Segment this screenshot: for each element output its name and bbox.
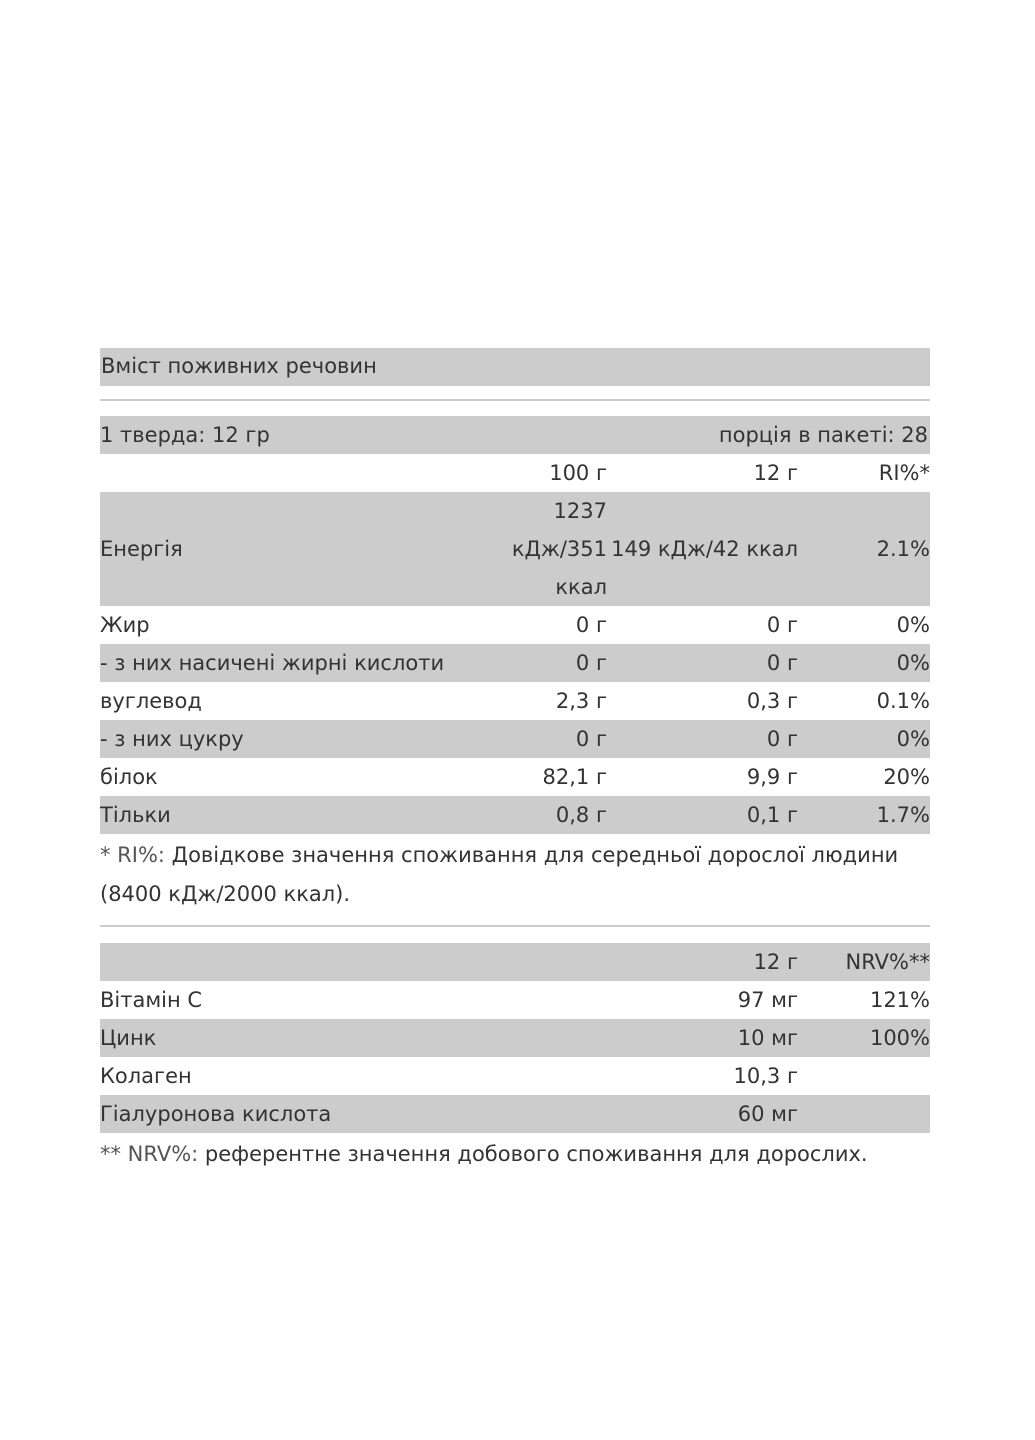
nutrient-ri: 0% (896, 613, 930, 637)
header-ri: RI%* (878, 461, 930, 485)
table-row (100, 758, 930, 796)
table-row (100, 981, 930, 1019)
micro-amount: 10 мг (607, 1019, 798, 1057)
servings-per-pack: порція в пакеті: 28 (718, 423, 928, 447)
nutrient-per100: 0 г (490, 644, 607, 682)
micro-nrv (798, 1095, 930, 1133)
nutrient-per100: 1237 кДж/351 ккал (490, 492, 607, 606)
divider (100, 399, 930, 401)
nrv-footnote (100, 1135, 930, 1174)
micro-nrv (798, 1057, 930, 1095)
micro-nrv: 121% (869, 988, 930, 1012)
nutrient-ri: 0.1% (876, 689, 930, 713)
table-row (100, 1019, 930, 1057)
nutrient-ri: 2.1% (798, 492, 930, 606)
nutrient-per-serving: 0 г (607, 720, 798, 758)
micro-name: Цинк (100, 1019, 607, 1057)
header-per-serving: 12 г (607, 943, 798, 981)
table-row (100, 1057, 930, 1095)
nrv-footnote-text: референтне значення добового споживання для дорослих. (198, 1142, 868, 1166)
nutrient-per-serving: 0,1 г (607, 796, 798, 834)
micro-amount: 60 мг (607, 1095, 798, 1133)
nutrient-per100: 2,3 г (555, 689, 607, 713)
header-name (100, 943, 607, 981)
header-per-serving: 12 г (753, 461, 798, 485)
divider (100, 925, 930, 927)
nutrient-per-serving: 0 г (766, 613, 798, 637)
nutrient-per100: 0,8 г (490, 796, 607, 834)
nutrient-ri: 0% (798, 720, 930, 758)
ri-footnote-mark: * RI%: (100, 843, 165, 867)
nutrient-per-serving: 149 кДж/42 ккал (607, 492, 798, 606)
table-header-row (100, 454, 930, 492)
micro-nrv: 100% (798, 1019, 930, 1057)
nutrient-name: Тільки (100, 796, 490, 834)
nutrition-info (100, 348, 930, 1174)
micro-name: Колаген (100, 1064, 192, 1088)
nutrient-per100: 0 г (490, 720, 607, 758)
ri-footnote-text: Довідкове значення споживання для середньої дорослої людини (8400 кДж/2000 ккал). (100, 843, 899, 906)
nutrient-per-serving: 0,3 г (746, 689, 798, 713)
micro-name: Гіалуронова кислота (100, 1095, 607, 1133)
nutrient-name: - з них цукру (100, 720, 490, 758)
header-name (100, 454, 490, 492)
table-row (100, 1095, 930, 1133)
nutrient-name: Енергія (100, 492, 490, 606)
micro-name: Вітамін С (100, 988, 203, 1012)
micro-amount: 10,3 г (733, 1064, 798, 1088)
table-row (100, 492, 930, 606)
nutrition-table (100, 454, 930, 834)
nutrient-ri: 0% (798, 644, 930, 682)
nutrient-per100: 82,1 г (542, 765, 607, 789)
nutrient-name: Жир (100, 613, 150, 637)
section-title: Вміст поживних речовин (100, 348, 930, 386)
micronutrient-table (100, 943, 930, 1133)
nutrient-per100: 0 г (575, 613, 607, 637)
nutrient-name: білок (100, 765, 158, 789)
nutrient-per-serving: 9,9 г (746, 765, 798, 789)
table-row (100, 606, 930, 644)
nutrient-name: вуглевод (100, 689, 202, 713)
nutrient-name: - з них насичені жирні кислоти (100, 644, 490, 682)
table-row (100, 720, 930, 758)
nutrient-ri: 1.7% (798, 796, 930, 834)
nrv-footnote-mark: ** NRV%: (100, 1142, 199, 1166)
micro-amount: 97 мг (737, 988, 798, 1012)
serving-row (100, 416, 930, 454)
ri-footnote (100, 836, 930, 914)
header-nrv: NRV%** (798, 943, 930, 981)
serving-size: 1 тверда: 12 гр (100, 423, 270, 447)
nutrient-ri: 20% (883, 765, 930, 789)
header-per100: 100 г (549, 461, 607, 485)
table-row (100, 796, 930, 834)
nutrient-per-serving: 0 г (607, 644, 798, 682)
table-row (100, 644, 930, 682)
table-row (100, 682, 930, 720)
table-header-row (100, 943, 930, 981)
